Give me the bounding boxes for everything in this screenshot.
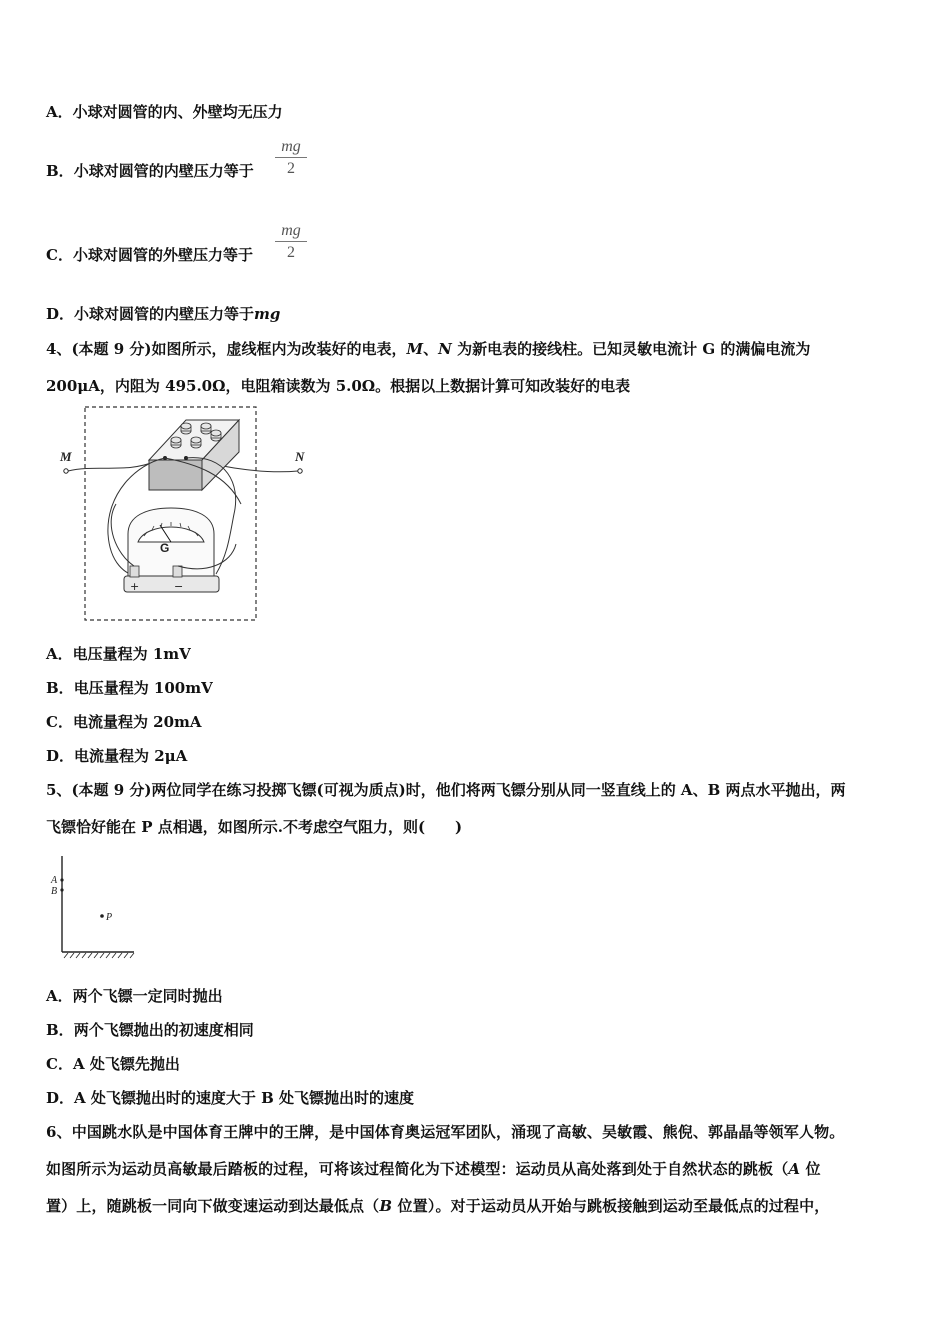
option-text: A 处飞镖抛出时的速度大于 B 处飞镖抛出时的速度 (74, 1089, 415, 1107)
fraction-numerator: mg (275, 221, 307, 242)
option-label: A． (46, 987, 73, 1005)
label-minus: − (174, 580, 184, 593)
question-number: 5、 (46, 781, 72, 799)
stem-text: 200μA，内阻为 495.0Ω，电阻箱读数为 5.0Ω。根据以上数据计算可知改装好的电表 (46, 377, 631, 395)
resistance-box-front (149, 460, 202, 490)
option-label: C． (46, 246, 73, 264)
q6-stem-line-1 (46, 1122, 904, 1142)
stem-text: 飞镖恰好能在 P 点相遇，如图所示.不考虑空气阻力，则( ) (46, 818, 463, 836)
q4-option-c (46, 712, 202, 732)
option-text: 小球对圆管的内壁压力等于 (74, 305, 255, 323)
option-text: A 处飞镖先抛出 (72, 1055, 180, 1073)
q5-option-d (46, 1088, 414, 1108)
option-label: D． (46, 747, 75, 765)
position-a: A (788, 1160, 801, 1178)
stem-text: 置）上，随跳板一同向下做变速运动到达最低点（ (46, 1197, 380, 1215)
option-text: 两个飞镖抛出的初速度相同 (73, 1021, 254, 1039)
terminal-m-dot (64, 469, 68, 473)
point-a (60, 878, 63, 881)
q6-stem-line-2 (46, 1159, 904, 1179)
q5-option-b (46, 1020, 254, 1040)
question-number: 4、 (46, 340, 72, 358)
q5-dart-figure (48, 852, 138, 964)
q3-option-c-fraction (275, 221, 307, 264)
option-label: B． (46, 1021, 74, 1039)
label-a: A (51, 875, 58, 886)
option-label: D． (46, 305, 75, 323)
label-m: M (60, 449, 72, 464)
option-text: 电压量程为 1mV (72, 645, 191, 663)
option-text: 电流量程为 20mA (72, 713, 202, 731)
q4-option-d (46, 746, 187, 766)
q3-option-c (46, 245, 253, 265)
stem-text: 中国跳水队是中国体育王牌中的王牌，是中国体育奥运冠军团队，涌现了高敏、吴敏霞、熊倪、郭晶晶等领军人物。 (71, 1123, 845, 1141)
q6-stem-line-3 (46, 1196, 904, 1216)
question-points: (本题 9 分) (71, 781, 152, 799)
q5-option-c (46, 1054, 180, 1074)
q4-circuit-figure (56, 404, 316, 624)
option-label: C． (46, 1055, 73, 1073)
label-g: G (160, 541, 170, 555)
q4-option-a (46, 644, 191, 664)
stem-text: 为新电表的接线柱。已知灵敏电流计 G 的满偏电流为 (451, 340, 811, 358)
point-p (100, 914, 104, 918)
option-label: D． (46, 1089, 75, 1107)
label-n: N (295, 449, 305, 464)
q4-stem-line-2 (46, 376, 630, 396)
option-label: A． (46, 103, 73, 121)
separator: 、 (423, 340, 439, 358)
fraction-denominator: 2 (287, 244, 295, 261)
option-label: B． (46, 162, 74, 180)
q3-option-b (46, 161, 254, 181)
option-text: 电流量程为 2μA (74, 747, 188, 765)
point-b (60, 888, 63, 891)
terminal-m: M (406, 340, 424, 358)
q5-option-a (46, 986, 223, 1006)
option-text: 小球对圆管的内、外壁均无压力 (72, 103, 283, 121)
terminal-n-dot (298, 469, 302, 473)
q4-stem-line-1 (46, 339, 810, 359)
option-label: A． (46, 645, 73, 663)
position-b: B (379, 1197, 393, 1215)
question-number: 6、 (46, 1123, 72, 1141)
wire (68, 461, 156, 471)
stem-text: 如图所示，虚线框内为改装好的电表， (151, 340, 407, 358)
option-label: C． (46, 713, 73, 731)
stem-text: 位 (800, 1160, 821, 1178)
q3-option-a (46, 102, 283, 122)
q5-stem-line-1 (46, 780, 845, 800)
q4-option-b (46, 678, 213, 698)
stem-text: 两位同学在练习投掷飞镖(可视为质点)时，他们将两飞镖分别从同一竖直线上的 A、B 两点水平抛出，两 (151, 781, 846, 799)
ground-hatch (64, 953, 134, 958)
label-p: P (106, 912, 113, 923)
terminal-n: N (438, 340, 452, 358)
option-label: B． (46, 679, 74, 697)
q5-stem-line-2 (46, 817, 462, 837)
option-text: 小球对圆管的外壁压力等于 (72, 246, 253, 264)
option-text: 小球对圆管的内壁压力等于 (73, 162, 254, 180)
q3-option-d (46, 304, 280, 324)
q3-option-b-fraction (275, 137, 307, 180)
option-text: 两个飞镖一定同时抛出 (72, 987, 223, 1005)
option-text: 电压量程为 100mV (73, 679, 213, 697)
option-variable: mg (254, 305, 281, 323)
label-b: B (51, 886, 58, 897)
fraction-denominator: 2 (287, 160, 295, 177)
stem-text: 位置）。对于运动员从开始与跳板接触到运动至最低点的过程中， (392, 1197, 830, 1215)
stem-text: 如图所示为运动员高敏最后踏板的过程，可将该过程简化为下述模型：运动员从高处落到处于自然状态的跳板（ (46, 1160, 789, 1178)
fraction-numerator: mg (275, 137, 307, 158)
question-points: (本题 9 分) (71, 340, 152, 358)
label-plus: + (130, 580, 140, 593)
